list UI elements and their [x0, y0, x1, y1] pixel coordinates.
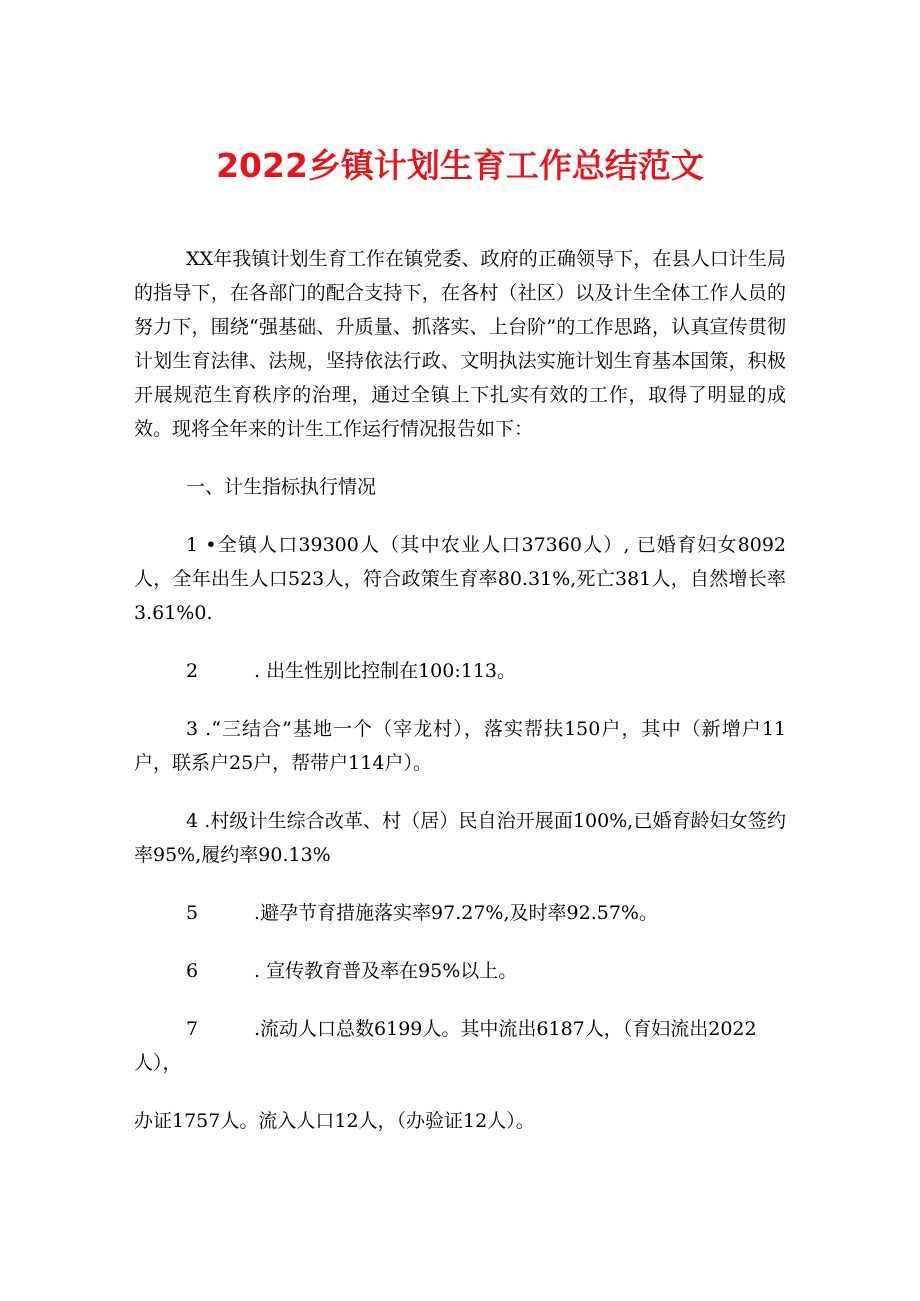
list-item-7-text: .流动人口总数6199人。其中流出6187人，（育妇流出2022: [254, 1018, 757, 1040]
list-item-7-number: 7: [186, 1018, 199, 1040]
list-item-2: [134, 654, 786, 688]
list-item-2-number: 2: [186, 660, 199, 682]
list-item-1: 1 •全镇人口39300人（其中农业人口37360人）, 已婚育妇女8092人，全年出生人口523人，符合政策生育率80.31%,死亡381人，自然增长率3.61%0.: [134, 534, 786, 624]
list-item-5-text: .避孕节育措施落实率97.27%,及时率92.57%。: [254, 902, 658, 924]
intro-paragraph: XX年我镇计划生育工作在镇党委、政府的正确领导下，在县人口计生局的指导下，在各部门的配合支持下，在各村（社区）以及计生全体工作人员的努力下，围绕“强基础、升质量、抓落实、上台阶”的工作思路，认真宣传贯彻计划生育法律、法规，坚持依法行政、文明执法实施计划生育基本国策，积极开展规范生育秩序的治理，通过全镇上下扎实有效的工作，取得了明显的成效。现将全年来的计生工作运行情况报告如下：: [134, 248, 786, 440]
list-item-7-continuation: 人），: [134, 1052, 182, 1074]
section-heading: 一、计生指标执行情况: [186, 476, 377, 498]
document-body: [134, 242, 786, 1138]
list-item-7: [134, 1012, 786, 1046]
list-item-4: 4 .村级计生综合改革、村（居）民自治开展面100%,已婚育龄妇女签约率95%,履约率90.13%: [134, 810, 786, 866]
list-item-7-tail: 办证1757人。流入人口12人，（办验证12人）。: [134, 1110, 535, 1132]
list-item-6-number: 6: [186, 960, 199, 982]
list-item-2-text: . 出生性别比控制在100:113。: [254, 660, 517, 682]
list-item-5: [134, 896, 786, 930]
document-title: 2022乡镇计划生育工作总结范文: [216, 146, 704, 185]
list-item-6-text: . 宣传教育普及率在95%以上。: [254, 960, 518, 982]
list-item-6: [134, 954, 786, 988]
list-item-3: 3 .“三结合”基地一个（宰龙村），落实帮扶150户，其中（新增户11户，联系户25户，帮带户114户）。: [134, 718, 786, 774]
list-item-5-number: 5: [186, 902, 199, 924]
